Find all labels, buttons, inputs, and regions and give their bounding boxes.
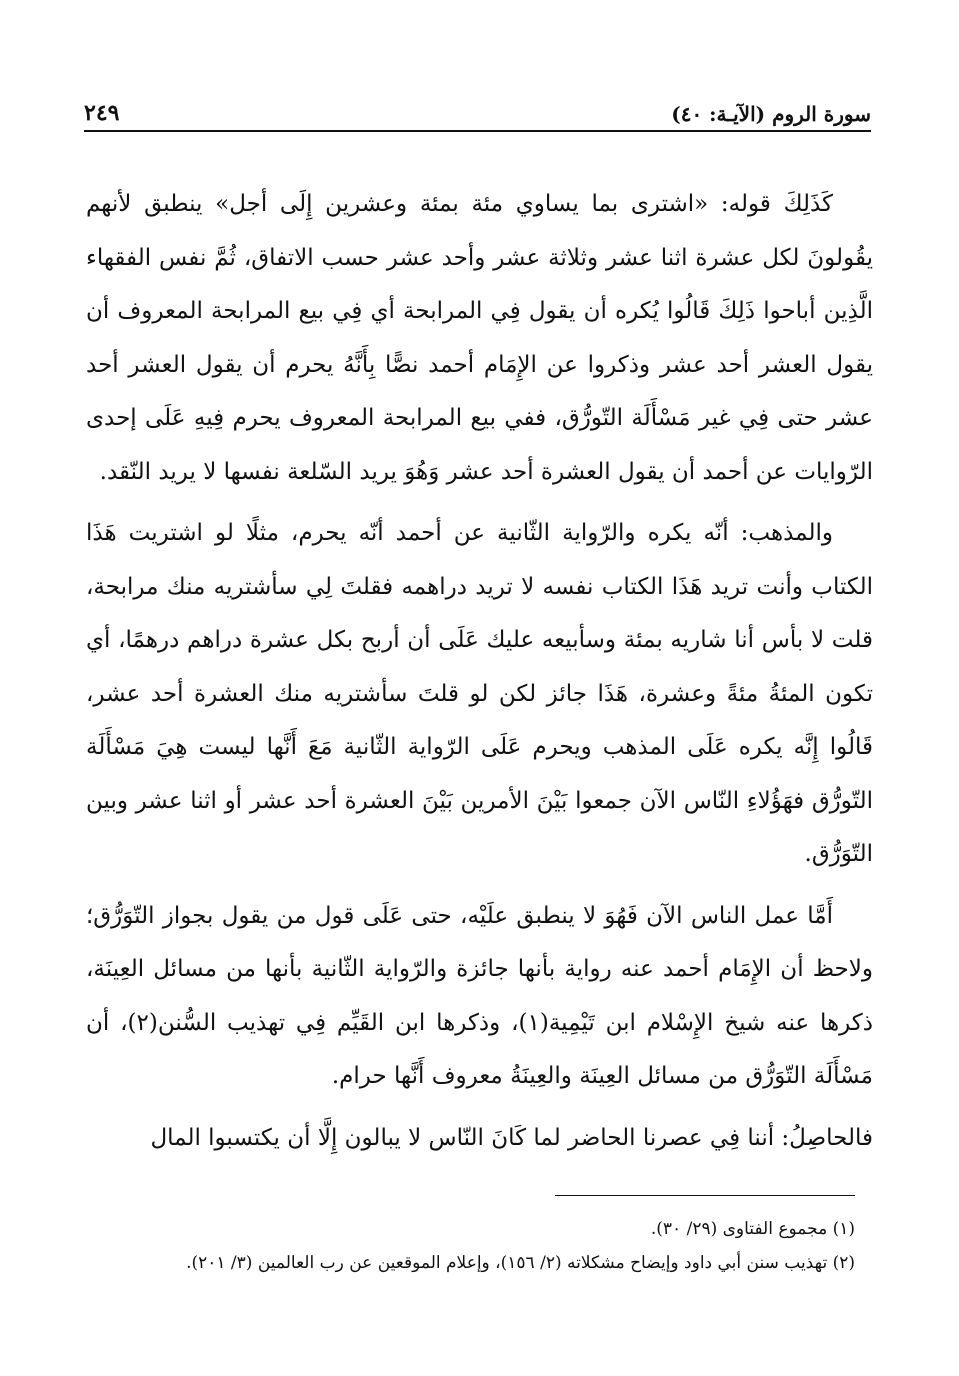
- paragraph: كَذَلِكَ قوله: «اشترى بما يساوي مئة بمئة وعشرين إِلَى أجل» ينطبق لأنهم يقُولونَ لكل عشرة اثنا عشر وثلاثة عشر وأحد عشر حسب الاتفاق، ثُمَّ نفس الفقهاء الَّذِين أباحوا ذَلِكَ قَالُوا يُكره أن يقول فِي المرابحة أي فِي بيع المرابحة المعروف أن يقول العشر أحد عشر وذكروا عن الإِمَام أحمد نصًّا بِأَنَّهُ يحرم أن يقول العشر أحد عشر حتى فِي غير مَسْأَلَة التّورُّق، ففي بيع المرابحة المعروف يحرم فِيهِ عَلَى إحدى الرّوايات عن أحمد أن يقول العشرة أحد عشر وَهُوَ يريد السّلعة نفسها لا يريد النّقد.: [86, 191, 873, 485]
- footnote: (١) مجموع الفتاوى (٢٩/ ٣٠).: [650, 1219, 855, 1239]
- footnote-separator: [555, 1195, 855, 1196]
- paragraph: فالحاصِلُ: أننا فِي عصرنا الحاضر لما كَانَ النّاس لا يبالون إِلَّا أن يكتسبوا المال: [150, 1124, 873, 1151]
- header-rule: [84, 130, 871, 132]
- footnotes: [86, 1212, 855, 1280]
- running-header: [84, 96, 871, 126]
- page-number: ٢٤٩: [84, 100, 120, 126]
- surah-title: سورة الروم (الآيـة: ٤٠): [671, 102, 871, 126]
- paragraph: والمذهب: أنّه يكره والرّواية الثّانية عن أحمد أنّه يحرم، مثلًا لو اشتريت هَذَا الكتاب وأنت تريد هَذَا الكتاب نفسه لا تريد دراهمه فقلتَ لِي سأشتريه منك مرابحة، قلت لا بأس أنا شاريه بمئة وسأبيعه عليك عَلَى أن أربح بكل عشرة دراهم درهمًا، أي تكون المئةُ مئةً وعشرة، هَذَا جائز لكن لو قلتَ سأشتريه منك العشرة أحد عشر، قَالُوا إِنَّه يكره عَلَى المذهب ويحرم عَلَى الرّواية الثّانية مَعَ أَنَّها ليست هِيَ مَسْأَلَة التّورُّق فهَؤُلاءِ النّاس الآن جمعوا بَيْنَ الأمرين بَيْنَ العشرة أحد عشر أو اثنا عشر وبين التّوَرُّق.: [86, 520, 873, 867]
- paragraph: أَمَّا عمل الناس الآن فَهُوَ لا ينطبق علَيْه، حتى عَلَى قول من يقول بجواز التّوَرُّق؛ ولاحظ أن الإِمَام أحمد عنه رواية بأنها جائزة والرّواية الثّانية بأنها من مسائل العِينَة، ذكرها عنه شيخ الإِسْلام ابن تَيْمِية(١)، وذكرها ابن القَيِّم فِي تهذيب السُّنن(٢)، أن مَسْأَلَة التّوَرُّق من مسائل العِينَة والعِينَةُ معروف أَنَّها حرام.: [86, 902, 873, 1089]
- footnote: (٢) تهذيب سنن أبي داود وإيضاح مشكلاته (٢/ ١٥٦)، وإعلام الموقعين عن رب العالمين (٣/ ٢٠١).: [186, 1253, 855, 1273]
- main-text: [86, 178, 873, 1165]
